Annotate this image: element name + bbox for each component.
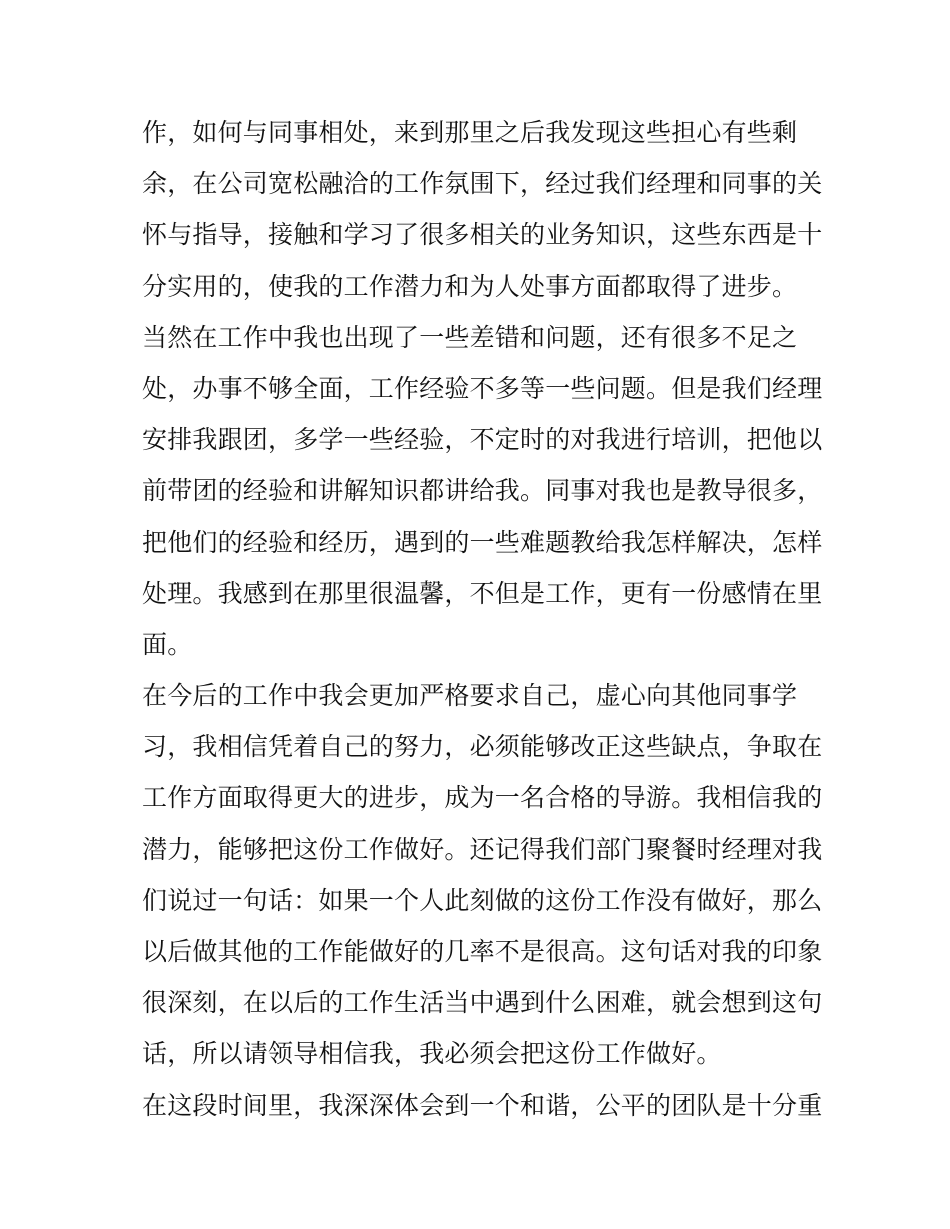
text-line: 习，我相信凭着自己的努力，必须能够改正这些缺点，争取在 — [142, 732, 823, 762]
text-line: 作，如何与同事相处，来到那里之后我发现这些担心有些剩 — [142, 118, 798, 147]
text-line: 当然在工作中我也出现了一些差错和问题，还有很多不足之 — [142, 322, 798, 352]
text-line: 处，办事不够全面，工作经验不多等一些问题。但是我们经理 — [142, 373, 823, 403]
text-line: 话，所以请领导相信我，我必须会把这份工作做好。 — [142, 1039, 722, 1069]
text-line: 很深刻，在以后的工作生活当中遇到什么困难，就会想到这句 — [142, 988, 823, 1018]
text-line: 余，在公司宽松融洽的工作氛围下，经过我们经理和同事的关 — [142, 169, 823, 199]
text-line: 分实用的，使我的工作潜力和为人处事方面都取得了进步。 — [142, 271, 798, 301]
text-line: 前带团的经验和讲解知识都讲给我。同事对我也是教导很多， — [142, 476, 823, 506]
text-line: 在这段时间里，我深深体会到一个和谐，公平的团队是十分重 — [142, 1090, 823, 1120]
text-line: 潜力，能够把这份工作做好。还记得我们部门聚餐时经理对我 — [142, 834, 823, 864]
body-text — [142, 107, 823, 1131]
text-line: 在今后的工作中我会更加严格要求自己，虚心向其他同事学 — [142, 681, 798, 711]
text-line: 把他们的经验和经历，遇到的一些难题教给我怎样解决，怎样 — [142, 527, 823, 557]
text-line: 处理。我感到在那里很温馨，不但是工作，更有一份感情在里 — [142, 578, 823, 608]
text-line: 安排我跟团，多学一些经验，不定时的对我进行培训，把他以 — [142, 425, 823, 455]
text-line: 工作方面取得更大的进步，成为一名合格的导游。我相信我的 — [142, 783, 823, 813]
text-line: 怀与指导，接触和学习了很多相关的业务知识，这些东西是十 — [142, 220, 823, 250]
text-line: 以后做其他的工作能做好的几率不是很高。这句话对我的印象 — [142, 937, 823, 966]
text-line: 们说过一句话：如果一个人此刻做的这份工作没有做好，那么 — [142, 885, 823, 915]
text-line: 面。 — [142, 629, 193, 659]
